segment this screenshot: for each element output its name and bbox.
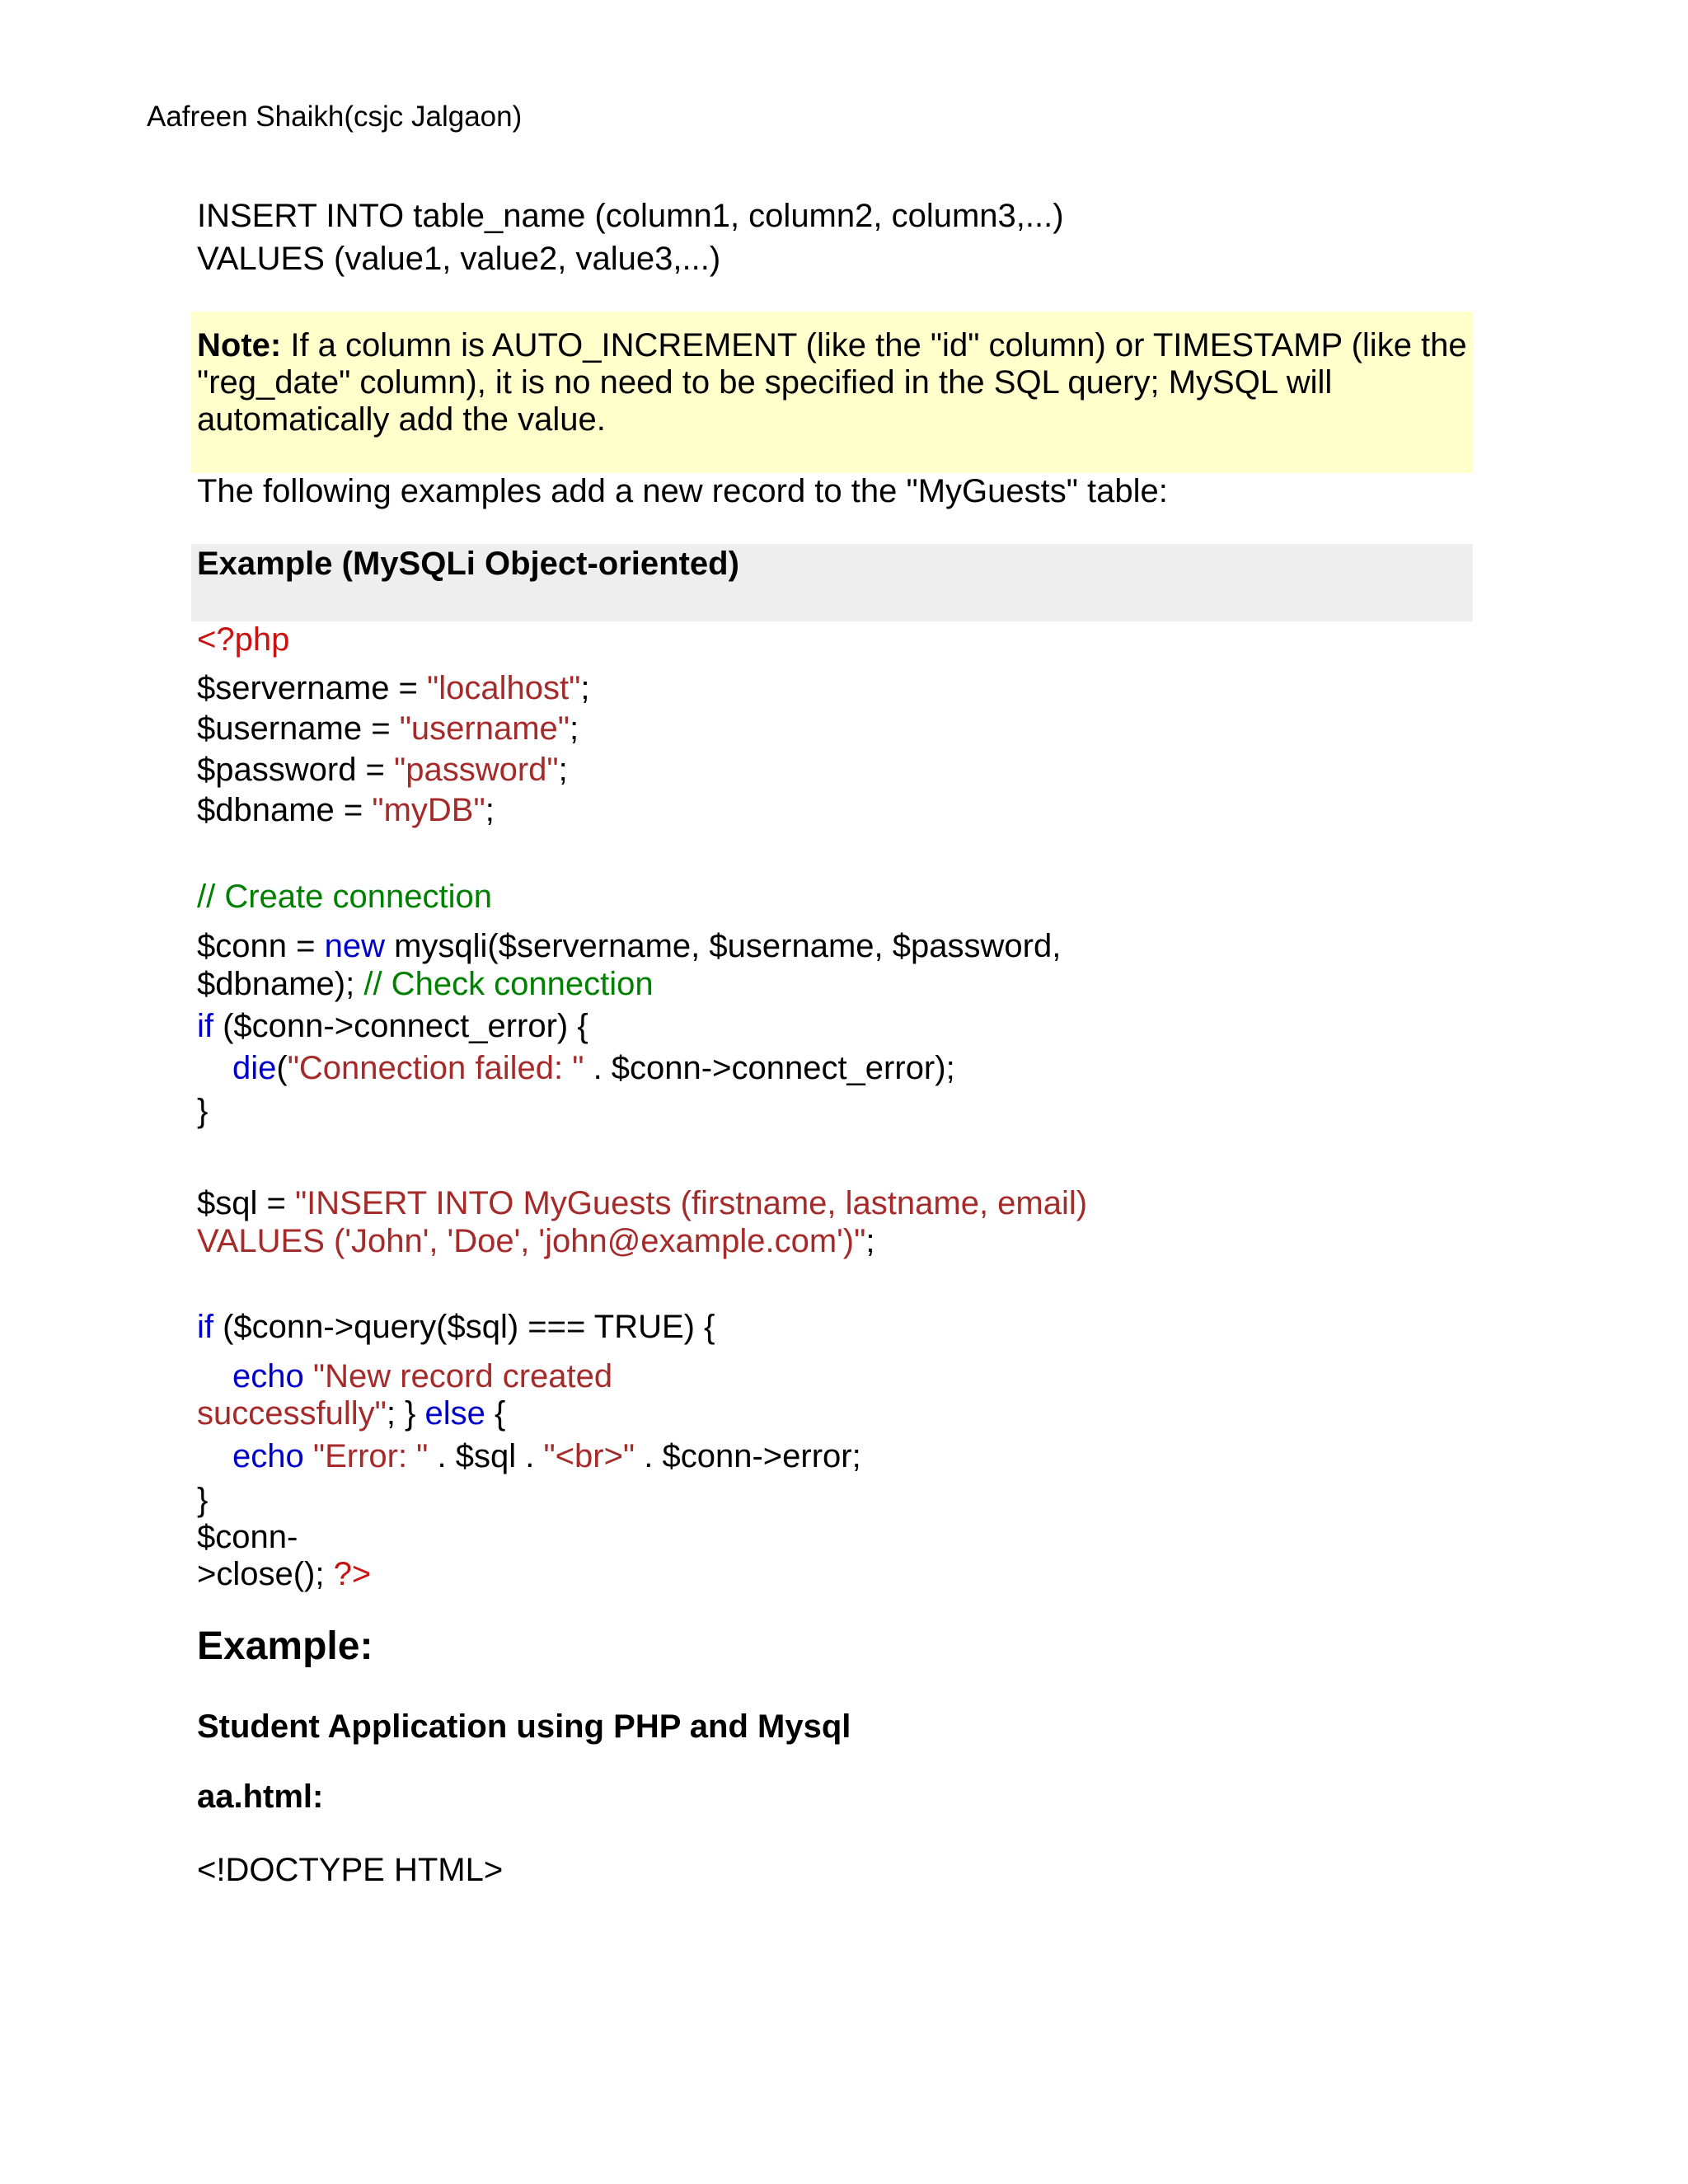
code-dbname: $dbname = "myDB"; xyxy=(197,792,495,828)
php-open-tag: <?php xyxy=(197,621,290,658)
note-line-2: "reg_date" column), it is no need to be specified in the SQL query; MySQL will xyxy=(197,364,1333,401)
code-echo-2: echo "Error: " . $sql . "<br>" . $conn->error; xyxy=(232,1438,861,1474)
note-label: Note: xyxy=(197,327,282,363)
code-conn-close-2: >close(); ?> xyxy=(197,1556,372,1592)
syntax-line-2: VALUES (value1, value2, value3,...) xyxy=(197,241,721,277)
code-if-conn: if ($conn->connect_error) { xyxy=(197,1008,588,1044)
code-comment-create: // Create connection xyxy=(197,879,492,915)
syntax-line-1: INSERT INTO table_name (column1, column2, column3,...) xyxy=(197,198,1064,234)
code-password: $password = "password"; xyxy=(197,752,568,788)
code-sql-1: $sql = "INSERT INTO MyGuests (firstname, lastname, email) xyxy=(197,1185,1088,1221)
example2-subheading: Student Application using PHP and Mysql xyxy=(197,1708,851,1745)
code-close-brace-2: } xyxy=(197,1482,209,1518)
code-echo-1: echo "New record created xyxy=(232,1358,613,1394)
code-conn-close-1: $conn- xyxy=(197,1519,298,1555)
code-die: die("Connection failed: " . $conn->connect_error); xyxy=(232,1050,955,1086)
example2-filename: aa.html: xyxy=(197,1779,324,1815)
code-username: $username = "username"; xyxy=(197,710,579,747)
code-conn: $conn = new mysqli($servername, $username, $password, xyxy=(197,928,1062,964)
example2-doctype: <!DOCTYPE HTML> xyxy=(197,1852,504,1888)
example2-heading: Example: xyxy=(197,1624,373,1668)
code-close-brace-1: } xyxy=(197,1093,209,1129)
example-heading: Example (MySQLi Object-oriented) xyxy=(197,546,739,582)
note-line-3: automatically add the value. xyxy=(197,401,606,438)
code-success-else: successfully"; } else { xyxy=(197,1395,506,1432)
code-servername: $servername = "localhost"; xyxy=(197,670,590,706)
code-if-query: if ($conn->query($sql) === TRUE) { xyxy=(197,1309,715,1345)
note-text-1: If a column is AUTO_INCREMENT (like the "id" column) or TIMESTAMP (like the xyxy=(281,327,1467,363)
code-sql-2: VALUES ('John', 'Doe', 'john@example.com')"; xyxy=(197,1223,875,1259)
author-header: Aafreen Shaikh(csjc Jalgaon) xyxy=(147,101,523,133)
code-dbname-check: $dbname); // Check connection xyxy=(197,966,654,1002)
intro-text: The following examples add a new record to the "MyGuests" table: xyxy=(197,473,1168,509)
note-line-1 xyxy=(197,329,1467,362)
